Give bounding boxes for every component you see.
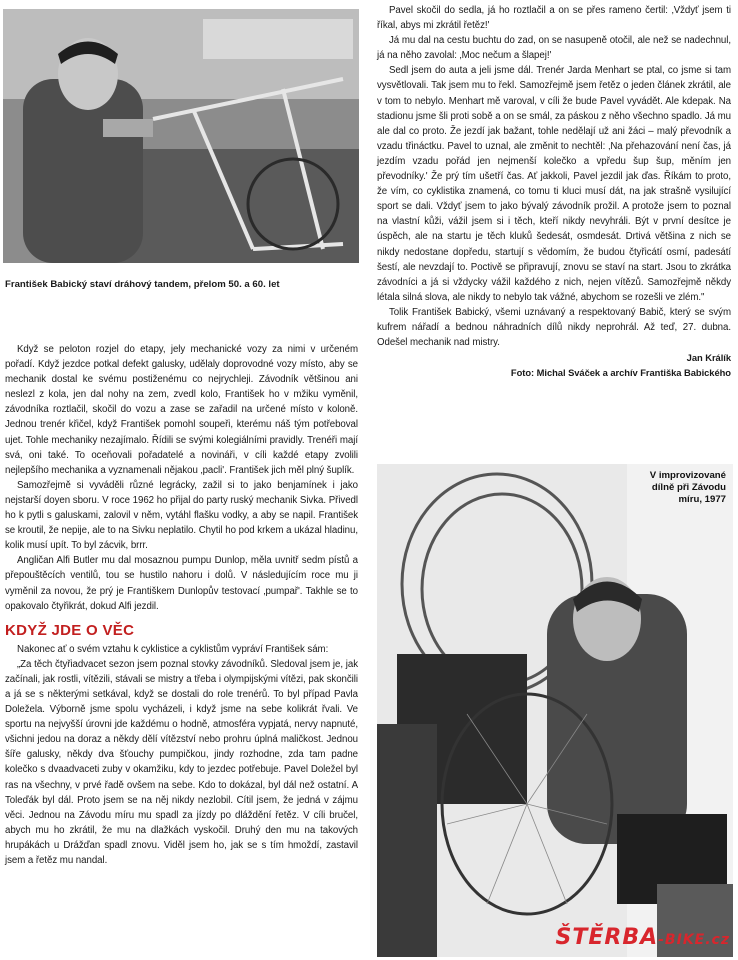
paragraph: Nakonec ať o svém vztahu k cyklistice a cyklistům vypráví František sám: <box>17 643 329 655</box>
photo-bottom-illustration <box>377 464 733 957</box>
author-credit: Jan Králík <box>686 352 731 364</box>
paragraph: Pavel skočil do sedla, já ho roztlačil a on se přes rameno čertil: ‚Vždyť jsem ti říkal, abys mi zkrátil řetěz!' <box>377 5 731 32</box>
photo-bottom-caption: V improvizované dílně při Závodu míru, 1977 <box>649 470 726 505</box>
article-right-column <box>377 3 731 380</box>
watermark-logo <box>556 925 731 950</box>
photo-babicky-tandem <box>3 9 359 263</box>
watermark-text-main: ŠTĚRBA <box>555 925 659 950</box>
section-heading: KDYŽ JDE O VĚC <box>5 621 135 639</box>
photo-top-illustration <box>3 9 359 263</box>
watermark-text-suffix: -BIKE.cz <box>658 932 730 948</box>
paragraph: Sedl jsem do auta a jeli jsme dál. Trenér Jarda Menhart se ptal, co jsme si tam vysvětlovali. Tak jsem mu to řekl. Samozřejmě jsem řetěz o jeden článek zkrátil, ale v tom to nebylo. Menhart mě varoval, v cíli že bude Pavel vyvádět. Ale kdepak. Na stadionu jsme šli proti sobě a on se smál, za páskou z něho všechno spadlo. Já mu ale dal co proto. Že jezdí jak bažant, tohle nedělají už ani žáci – malý převodník a vzadu třináctku. Pavel to uznal, ale změnit to nechtěl: ‚Na přehazování není čas, já jezdím vzadu pořád jen nejmenší kolečko a vpředu šup šup, měním jen převodníky.' Že prý tím ušetří čas. Ať jakkoli, Pavel jezdil jak ďas. Říkám to proto, že vím, co cyklistika znamená, co tomu ti kluci musí dát, na jak strašně vysilující sport se dali. Vždyť jsem to jako bývalý závodník prožil. A protože jsem to poznal na vlastní kůži, vážil jsem si i těch, kteří nikdy nevyhráli. Být v první desítce je úspěch, ale na startu je těch kluků šedesát, osmdesát. Drtivá většina z nich se nikdy nedostane dopředu, startují s vědomím, že budou čtyřicátí osmí, padesátí šestí, ale nevzdají to. Poctivě se připravují, znovu se staví na start. Jsou to zkrátka závodníci a já si vždycky vážil každého z nich, nejen vítězů. Samozřejmě někdy létala silná slova, ale nikdy to nebylo tak vážné, abychom se rozešli ve zlém." <box>377 65 731 303</box>
paragraph: Samozřejmě si vyváděli různé legrácky, zažil si to jako benjamínek i jako nejstarší doyen sboru. V roce 1962 ho přijal do party ruský mechanik Sivka. Přivedl ho k pytli s galuskami, zalovil v něm, vytáhl flašku vodky, a aby se napil. František se kroutil, že nepije, ale to na Sivku neplatilo. Chytil ho pod krkem a ukázal hladinu, kolik musí upít. To byl zácvik, brrr. <box>5 479 358 552</box>
photo-credit: Foto: Michal Sváček a archív Františka Babického <box>510 367 731 379</box>
photo-babicky-workshop <box>377 464 733 957</box>
paragraph: Tolik František Babický, všemi uznávaný a respektovaný Babič, který se svým kufrem nářadí a bednou náhradních dílů nikdy neprohrál. Až teď, 27. dubna. Odešel mechanik nad mistry. <box>377 306 731 349</box>
article-left-column <box>5 342 358 868</box>
paragraph: Já mu dal na cestu buchtu do zad, on se nasupeně otočil, ale než se nadechnul, já na něho zavolal: ‚Moc nečum a šlapej!' <box>377 35 731 62</box>
paragraph: Když se peloton rozjel do etapy, jely mechanické vozy za nimi v určeném pořadí. Když jezdce potkal defekt galusky, udělaly doprovodné vozy místo, aby se mechanik dostal ke svému postiženému co nejrychleji. Závodník většinou ani neslezl z kola, jen dal nohy na zem, zvedl kolo, František ho v mžiku vyměnil, závodníka roztlačil, skočil do vozu a zase se zařadil na určené místo v koloně. Jednou trenér křičel, když František pomohl soupeři, kterému náš tým potřeboval ujet. Tohle mechaniky nezajímalo. Řídili se svými kolegiálními pravidly. Trenéři mají svá, oni také. To oceňovali pořadatelé a novináři, v cíli každé etapy zvolili nejlepšího mechanika a vyznamenali nějakou ‚pacli'. František jich měl plný šuplík. <box>5 344 358 476</box>
photo-top-caption: František Babický staví dráhový tandem, přelom 50. a 60. let <box>5 279 280 290</box>
paragraph: Angličan Alfi Butler mu dal mosaznou pumpu Dunlop, měla uvnitř sedm pístů a přepouštěcích ventilů, tou se hustilo nahoru i dolů. V následujícím roce mu ji vyměnil za novou, že prý je Františkem Dunlopův testovací ‚pumpař'. Takhle se to opakovalo čtyřikrát, dokud Alfi jezdil. <box>5 555 358 612</box>
paragraph: „Za těch čtyřiadvacet sezon jsem poznal stovky závodníků. Sledoval jsem je, jak začínali, jak rostli, vítězili, stávali se mistry a třeba i olympijskými vítězi, pak skončili a já se s některými setkával, když se dostali do role trenérů. To byl případ Pavla Doležela. Výborně jsme spolu vycházeli, i když jsme na sebe kolikrát řvali. Ve sportu na nejvyšší úrovni jde každému o hodně, atmosféra vypjatá, nervy napnuté, všichni jedou na doraz a někdy dělí vítězství nebo prohru úplná maličkost. Jednou šíře galusky, někdy dva šťouchy pumpičkou, jindy rozhodne, zda tam padne kolečko s dvaadvaceti zuby v okamžiku, kdy to jezdec potřebuje. Pavel Doležel byl ras na všechny, v prvé řadě ovšem na sebe. Kdo to dokázal, byl dál než ostatní. A Toleďák byl dál. Proto jsem se na něj nikdy nezlobil. Cítil jsem, že jedná v zájmu věci. Jednou na Závodu míru mu spadl za jízdy po dláždění řetěz. V cíli bručel, abych mu ho zkrátil, že mu na dlažkách vyskočil. Druhý den mu na takových hrupákách u Drážďan spadl znovu. Viděl jsem ho, jak se s tím hmoždí, zastavil jsem a řetěz mu nandal. <box>5 658 358 866</box>
